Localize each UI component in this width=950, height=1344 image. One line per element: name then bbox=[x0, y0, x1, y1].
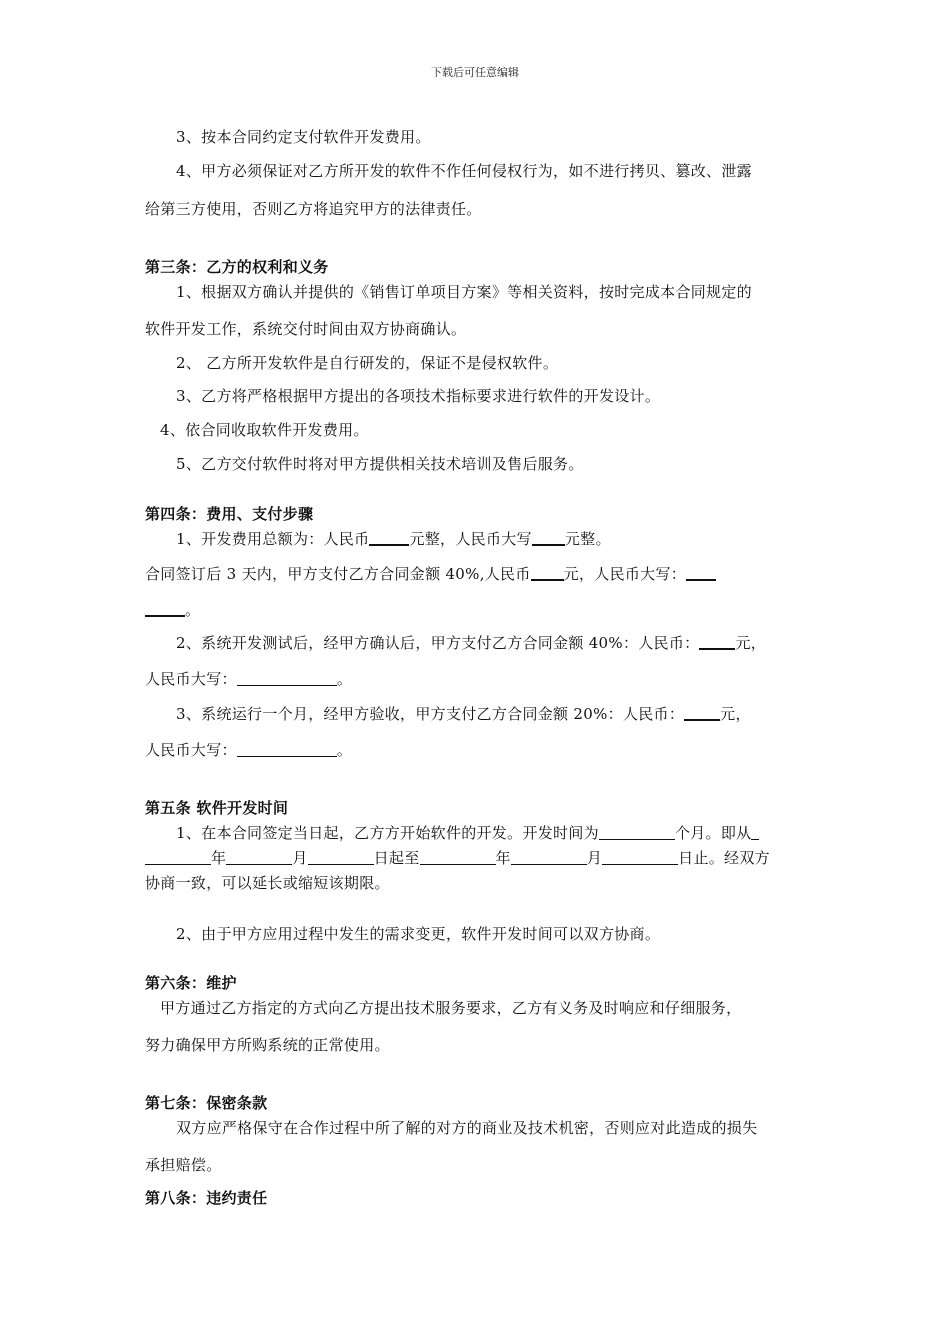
end-day-blank bbox=[602, 849, 678, 865]
clause-4-item-1 bbox=[176, 529, 611, 549]
clause-4-item-2 bbox=[176, 633, 766, 653]
first-payment-blank bbox=[531, 564, 564, 581]
clause-2-item-3: 3、按本合同约定支付软件开发费用。 bbox=[176, 128, 431, 146]
second-payment-upper-end: 。 bbox=[336, 670, 353, 688]
clause-3-heading: 第三条：乙方的权利和义务 bbox=[145, 258, 329, 276]
total-fee-label: 1、开发费用总额为：人民币 bbox=[176, 530, 370, 548]
third-payment-upper-line bbox=[145, 740, 352, 760]
first-payment-line-cont bbox=[145, 600, 200, 620]
clause-3-item-1-cont: 软件开发工作，系统交付时间由双方协商确认。 bbox=[145, 320, 467, 338]
start-month-unit: 月 bbox=[292, 849, 308, 867]
total-fee-upper-label: 元整，人民币大写 bbox=[409, 530, 532, 548]
third-payment-unit: 元， bbox=[720, 705, 751, 723]
clause-7-heading: 第七条：保密条款 bbox=[145, 1094, 268, 1112]
start-year-blank-head bbox=[751, 824, 759, 840]
clause-2-item-4-cont: 给第三方使用，否则乙方将追究甲方的法律责任。 bbox=[145, 200, 482, 218]
third-payment-upper-blank bbox=[237, 741, 337, 757]
third-payment-label: 3、系统运行一个月，经甲方验收，甲方支付乙方合同金额 20%：人民币： bbox=[176, 705, 685, 723]
clause-3-item-3: 3、乙方将严格根据甲方提出的各项技术指标要求进行软件的开发设计。 bbox=[176, 387, 661, 405]
clause-5-item-2: 2、由于甲方应用过程中发生的需求变更，软件开发时间可以双方协商。 bbox=[176, 925, 661, 943]
clause-8-heading: 第八条：违约责任 bbox=[145, 1189, 268, 1207]
first-payment-end: 。 bbox=[185, 601, 201, 619]
first-payment-upper-label: 元，人民币大写： bbox=[563, 565, 687, 583]
clause-3-item-4: 4、依合同收取软件开发费用。 bbox=[160, 421, 369, 439]
first-payment-label: 合同签订后 3 天内，甲方支付乙方合同金额 40%,人民币 bbox=[145, 565, 531, 583]
start-month-blank bbox=[226, 849, 292, 865]
end-day-unit: 日止。经双方 bbox=[678, 849, 770, 867]
clause-3-item-2: 2、 乙方所开发软件是自行研发的，保证不是侵权软件。 bbox=[176, 354, 559, 372]
page-header: 下载后可任意编辑 bbox=[431, 66, 519, 79]
clause-5-heading: 第五条 软件开发时间 bbox=[145, 799, 289, 817]
clause-3-item-1: 1、根据双方确认并提供的《销售订单项目方案》等相关资料，按时完成本合同规定的 bbox=[176, 283, 752, 301]
total-fee-upper-blank bbox=[532, 529, 565, 546]
first-payment-upper-blank-cont bbox=[145, 600, 185, 617]
second-payment-upper-label: 人民币大写： bbox=[145, 670, 237, 688]
clause-6-body: 甲方通过乙方指定的方式向乙方提出技术服务要求，乙方有义务及时响应和仔细服务， bbox=[160, 999, 742, 1017]
clause-6-heading: 第六条：维护 bbox=[145, 974, 237, 992]
clause-4-item-3 bbox=[176, 704, 751, 724]
end-year-unit: 年 bbox=[495, 849, 511, 867]
first-payment-upper-blank bbox=[686, 564, 716, 581]
clause-3-item-5: 5、乙方交付软件时将对甲方提供相关技术培训及售后服务。 bbox=[176, 455, 584, 473]
second-payment-blank bbox=[699, 633, 735, 650]
third-payment-upper-label: 人民币大写： bbox=[145, 741, 237, 759]
dev-date-range-line bbox=[145, 848, 770, 868]
third-payment-upper-end: 。 bbox=[336, 741, 353, 759]
clause-7-body: 双方应严格保守在合作过程中所了解的对方的商业及技术机密，否则应对此造成的损失 bbox=[176, 1119, 758, 1137]
total-fee-blank bbox=[369, 529, 409, 546]
total-fee-end: 元整。 bbox=[564, 530, 611, 548]
start-year-blank bbox=[145, 849, 211, 865]
second-payment-unit: 元， bbox=[735, 634, 767, 652]
end-month-blank bbox=[511, 849, 587, 865]
clause-7-body-cont: 承担赔偿。 bbox=[145, 1156, 222, 1174]
third-payment-blank bbox=[684, 704, 720, 721]
dev-months-unit: 个月。即从 bbox=[674, 824, 752, 842]
second-payment-upper-blank bbox=[237, 670, 337, 686]
dev-time-label: 1、在本合同签定当日起，乙方方开始软件的开发。开发时间为 bbox=[176, 824, 599, 842]
start-year-unit: 年 bbox=[211, 849, 227, 867]
clause-5-item-1-cont: 协商一致，可以延长或缩短该期限。 bbox=[145, 874, 390, 892]
end-month-unit: 月 bbox=[586, 849, 603, 867]
clause-6-body-cont: 努力确保甲方所购系统的正常使用。 bbox=[145, 1036, 390, 1054]
clause-4-heading: 第四条：费用、支付步骤 bbox=[145, 505, 314, 523]
start-day-unit: 日起至 bbox=[373, 849, 420, 867]
second-payment-label: 2、系统开发测试后，经甲方确认后，甲方支付乙方合同金额 40%：人民币： bbox=[176, 634, 700, 652]
clause-2-item-4: 4、甲方必须保证对乙方所开发的软件不作任何侵权行为，如不进行拷贝、篡改、泄露 bbox=[176, 162, 752, 180]
dev-months-blank bbox=[599, 824, 675, 840]
end-year-blank bbox=[420, 849, 496, 865]
clause-5-item-1 bbox=[176, 823, 759, 843]
first-payment-line bbox=[145, 564, 716, 584]
start-day-blank bbox=[308, 849, 374, 865]
second-payment-upper-line bbox=[145, 669, 352, 689]
